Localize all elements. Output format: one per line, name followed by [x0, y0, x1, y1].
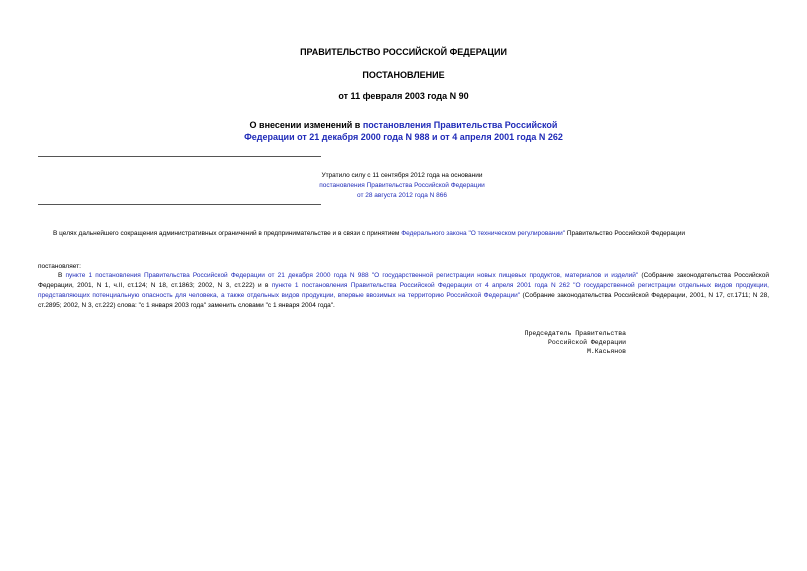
repealing-act-date-link[interactable]: от 28 августа 2012 года N 866: [356, 192, 447, 199]
status-note-text: Утратило силу с 11 сентября 2012 года на основании: [321, 172, 483, 179]
date-number: от 11 февраля 2003 года N 90: [338, 91, 469, 101]
signature-position: Председатель Правительства: [524, 330, 626, 337]
repealing-act-link[interactable]: постановления Правительства Российской Федерации: [319, 182, 485, 189]
body-text-3: (Собрание законодательства Российской Федерации, 2001, N 17, ст.1711; N 28, ст.2895; 2002, N 3, ст.222) слова: "с 1 января 2003 года" заменить словами "с 1 января 2004 года".: [38, 292, 770, 309]
body-text-2: (Собрание законодательства Российской Федерации, 2001, N 1, ч.II, ст.124; N 18, ст.1863; 2002, N 3, ст.222) и в: [38, 272, 769, 289]
federal-law-link[interactable]: Федерального закона "О техническом регулировании": [401, 230, 566, 237]
preamble-paragraph: [38, 229, 769, 239]
divider-top: [38, 156, 321, 157]
signature-position-2: Российской Федерации: [547, 339, 626, 346]
document-title: [0, 119, 807, 143]
status-note: [290, 171, 514, 201]
signature-block: [466, 329, 626, 356]
resolution-988-link[interactable]: пункте 1 постановления Правительства Российской Федерации от 21 декабря 2000 года N 988 "О государственной регистрации новых пищевых продуктов, материалов и изделий": [65, 272, 639, 279]
preamble-text: В целях дальнейшего сокращения административных ограничений в предпринимательстве и в связи с принятием: [53, 230, 402, 237]
government-heading: ПРАВИТЕЛЬСТВО РОССИЙСКОЙ ФЕДЕРАЦИИ: [300, 47, 507, 57]
preamble-text-end: Правительство Российской Федерации: [565, 230, 686, 237]
document-type-heading: ПОСТАНОВЛЕНИЕ: [362, 70, 445, 80]
resolution-262-link[interactable]: пункте 1 постановления Правительства Российской Федерации от 4 апреля 2001 года N 262 "О государственной регистрации отдельных видов продукции, представляющих потенциальную опасность для человека, а также отдельных видов продукции, впервые ввозимых на территорию Российской Федерации": [38, 282, 769, 299]
body-text-1: В: [58, 272, 66, 279]
signature-name: М.Касьянов: [586, 348, 626, 355]
resolves-line: постановляет:: [38, 263, 81, 270]
divider-bottom: [38, 204, 321, 205]
body-paragraph: [38, 271, 769, 311]
title-amended-acts-link[interactable]: постановления Правительства Российской Федерации от 21 декабря 2000 года N 988 и от 4 апреля 2001 года N 262: [244, 120, 563, 142]
title-prefix: О внесении изменений в: [249, 120, 363, 130]
